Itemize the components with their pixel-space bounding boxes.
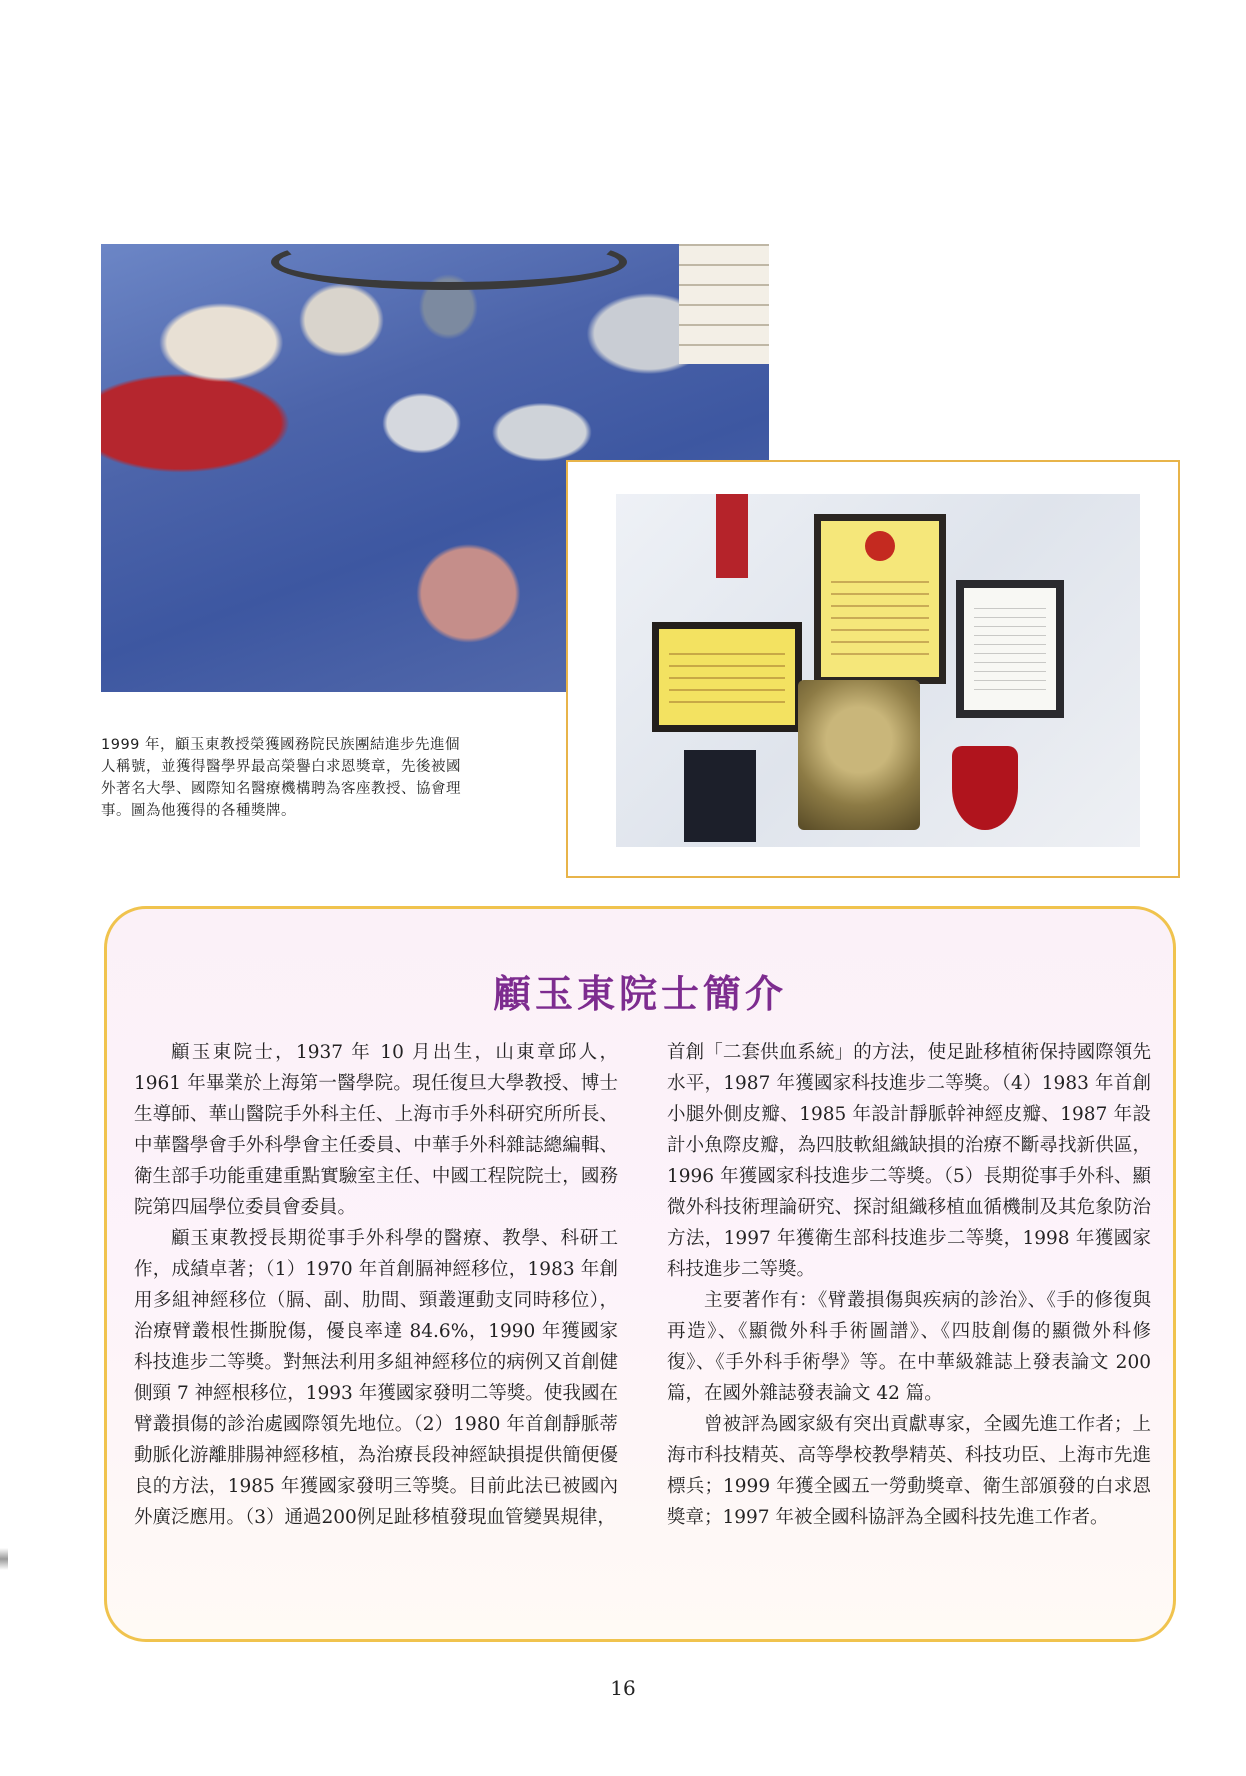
article-title: 顧玉東院士簡介: [492, 971, 787, 1016]
right-column: [667, 1037, 1151, 1533]
window: [679, 244, 769, 364]
black-award-box: [684, 750, 756, 842]
paragraph: 主要著作有：《臂叢損傷與疾病的診治》、《手的修復與再造》、《顯微外科手術圖譜》、《四肢創傷的顯微外科修復》、《手外科手術學》等。在中華級雜誌上發表論文 200 篇，在國外雜誌發表論文 42 篇。: [667, 1290, 1151, 1404]
certificate-plaque: [814, 514, 946, 684]
paragraph: 曾被評為國家級有突出貢獻專家，全國先進工作者；上海市科技精英、高等學校教學精英、科技功臣、上海市先進標兵；1999 年獲全國五一勞動獎章、衛生部頒發的白求恩獎章；1997 年被全國科協評為全國科技先進工作者。: [667, 1414, 1151, 1528]
bronze-medal-plaque: [798, 680, 920, 830]
medal-case: [716, 494, 748, 578]
surgical-lamp: [271, 244, 627, 290]
page-number: 16: [610, 1676, 636, 1700]
awards-photo: [616, 494, 1140, 847]
paragraph-continued: 首創「二套供血系統」的方法，使足趾移植術保持國際領先水平，1987 年獲國家科技進步二等獎。（4）1983 年首創小腿外側皮瓣、1985 年設計靜脈幹神經皮瓣、1987 年設計小魚際皮瓣，為四肢軟組織缺損的治療不斷尋找新供區，1996 年獲國家科技進步二等獎。（5）長期從事手外科、顯微外科技術理論研究、探討組織移植血循機制及其危象防治方法，1997 年獲衛生部科技進步二等獎，1998 年獲國家科技進步二等獎。: [667, 1042, 1151, 1280]
emblem-seal: [865, 531, 895, 561]
scan-mark: [0, 1548, 8, 1570]
paragraph: 顧玉東院士，1937 年 10 月出生，山東章邱人，1961 年畢業於上海第一醫學院。現任復旦大學教授、博士生導師、華山醫院手外科主任、上海市手外科研究所所長、中華醫學會手外科學會主任委員、中華手外科雜誌總編輯、衛生部手功能重建重點實驗室主任、中國工程院院士，國務院第四屆學位委員會委員。: [134, 1042, 618, 1218]
red-shield-plaque: [952, 746, 1018, 830]
award-certificate: [956, 580, 1064, 718]
photo-caption: 1999 年，顧玉東教授榮獲國務院民族團結進步先進個人稱號，並獲得醫學界最高榮譽白求恩獎章，先後被國外著名大學、國際知名醫療機構聘為客座教授、協會理事。圖為他獲得的各種獎牌。: [101, 737, 461, 819]
professor-certificate: [652, 622, 802, 732]
paragraph: 顧玉東教授長期從事手外科學的醫療、教學、科研工作，成績卓著；（1）1970 年首創膈神經移位，1983 年創用多組神經移位（膈、副、肋間、頸叢運動支同時移位），治療臂叢根性撕脫傷，優良率達 84.6%，1990 年獲國家科技進步二等獎。對無法利用多組神經移位的病例又首創健側頸 7 神經根移位，1993 年獲國家發明二等獎。使我國在臂叢損傷的診治處國際領先地位。（2）1980 年首創靜脈蒂動脈化游離腓腸神經移植，為治療長段神經缺損提供簡便優良的方法，1985 年獲國家發明三等獎。目前此法已被國內外廣泛應用。（3）通過200例足趾移植發現血管變異規律，: [134, 1228, 618, 1528]
left-column: [134, 1037, 618, 1533]
biography-panel: [104, 906, 1176, 1642]
